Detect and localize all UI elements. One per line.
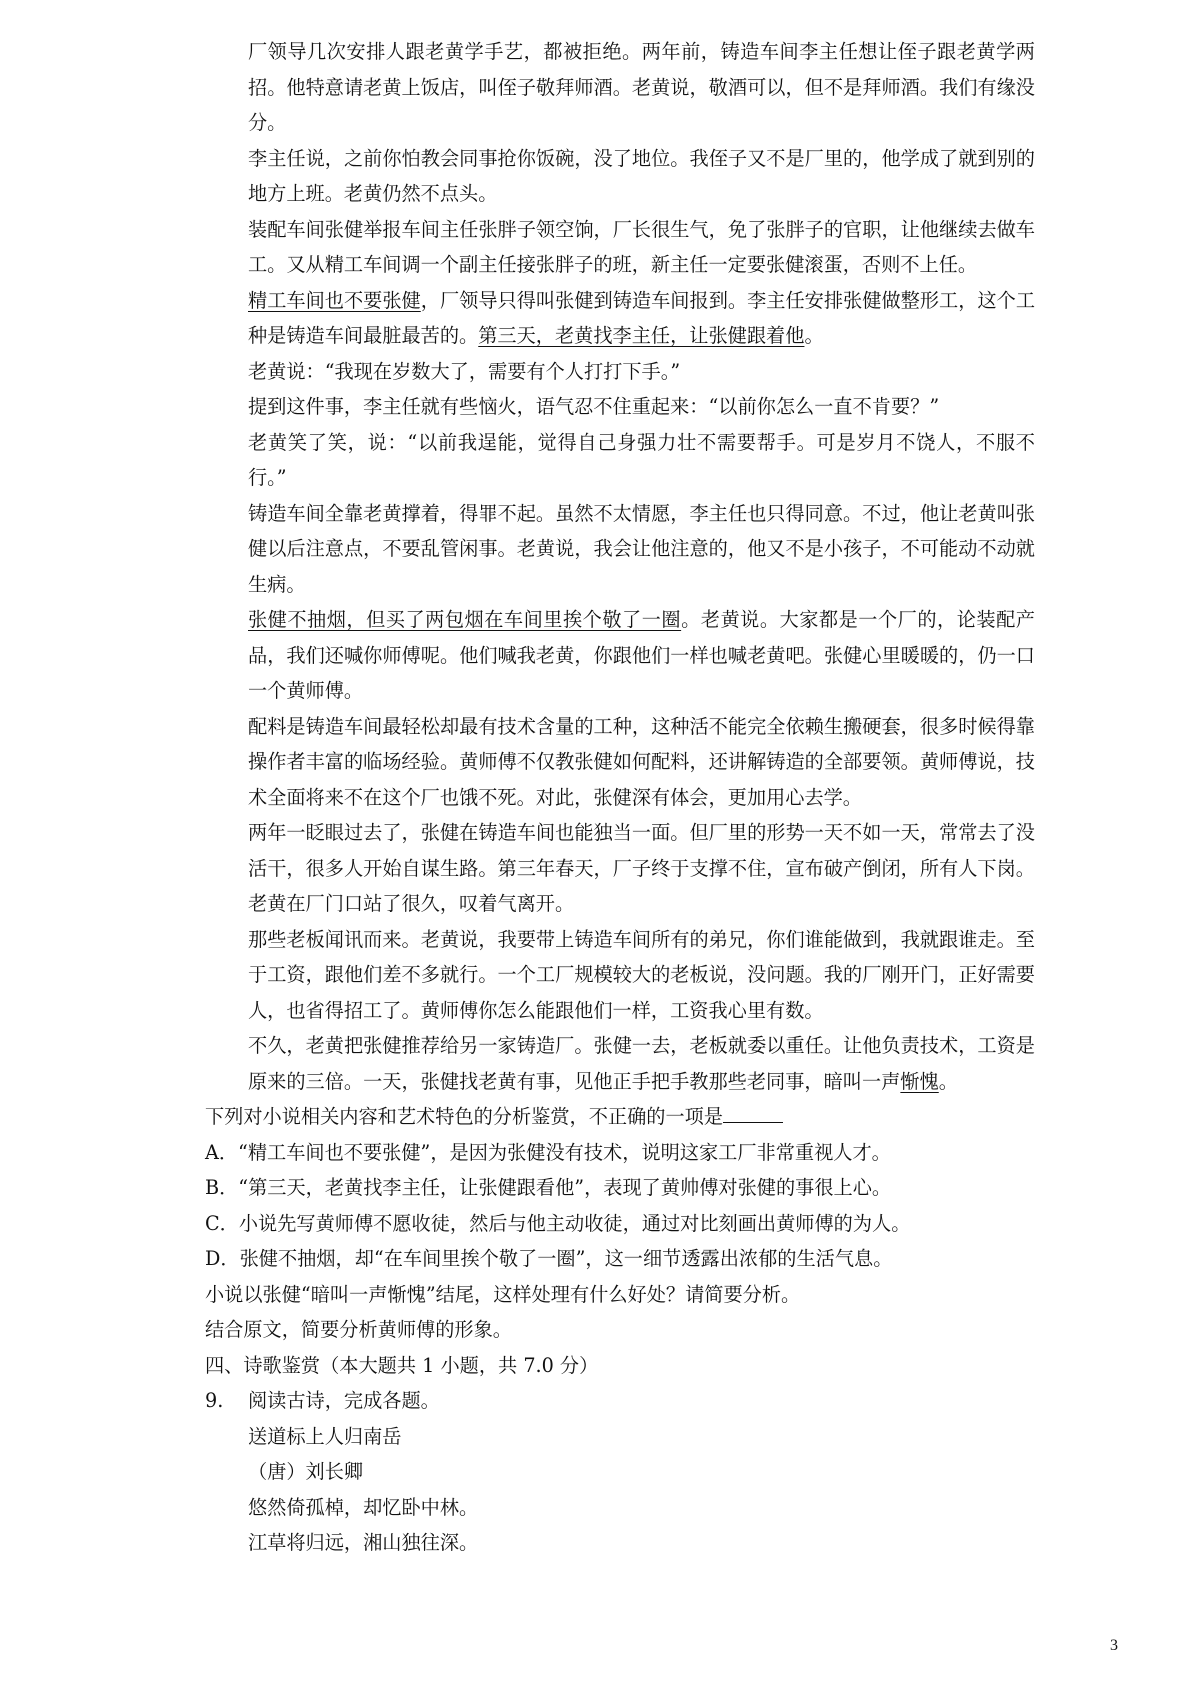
underlined-phrase: 精工车间也不要张健 bbox=[248, 288, 421, 312]
question-stem bbox=[205, 1099, 1035, 1135]
page-body bbox=[205, 34, 1035, 1561]
section-heading: 四、诗歌鉴赏（本大题共 1 小题，共 7.0 分） bbox=[205, 1353, 599, 1377]
paragraph-text: 。老黄说。大家都是一个厂的，论装配产品，我们还喊你师傅呢。他们喊我老黄，你跟他们一样也喊老黄吧。张健心里暖暖的，仍一口一个黄师傅。 bbox=[248, 608, 1035, 702]
story-paragraph: 配料是铸造车间最轻松却最有技术含量的工种，这种活不能完全依赖生搬硬套，很多时候得靠操作者丰富的临场经验。黄师傅不仅教张健如何配料，还讲解铸造的全部要领。黄师傅说，技术全面将来不在这个厂也饿不死。对此，张健深有体会，更加用心去学。 bbox=[248, 714, 1035, 809]
option-c: C．小说先写黄师傅不愿收徒，然后与他主动收徒，通过对比刻画出黄师傅的为人。 bbox=[205, 1211, 911, 1235]
story-paragraph: 老黄说：“我现在岁数大了，需要有个人打打下手。” bbox=[248, 359, 681, 383]
question-text: 下列对小说相关内容和艺术特色的分析鉴赏，不正确的一项是 bbox=[205, 1105, 724, 1128]
story-paragraph bbox=[205, 1028, 1035, 1099]
story-paragraph: 那些老板闻讯而来。老黄说，我要带上铸造车间所有的弟兄，你们谁能做到，我就跟谁走。至于工资，跟他们差不多就行。一个工厂规模较大的老板说，没问题。我的厂刚开门，正好需要人，也省得招工了。黄师傅你怎么能跟他们一样，工资我心里有数。 bbox=[248, 927, 1035, 1022]
story-paragraph: 提到这件事，李主任就有些恼火，语气忍不住重起来：“以前你怎么一直不肯要？” bbox=[248, 395, 940, 418]
answer-blank bbox=[723, 1121, 783, 1123]
story-paragraph: 两年一眨眼过去了，张健在铸造车间也能独当一面。但厂里的形势一天不如一天，常常去了没活干，很多人开始自谋生路。第三年春天，厂子终于支撑不住，宣布破产倒闭，所有人下岗。老黄在厂门口站了很久，叹着气离开。 bbox=[248, 821, 1035, 915]
story-paragraph: 铸造车间全靠老黄撑着，得罪不起。虽然不太情愿，李主任也只得同意。不过，他让老黄叫张健以后注意点，不要乱管闲事。老黄说，我会让他注意的，他又不是小孩子，不可能动不动就生病。 bbox=[248, 501, 1035, 596]
option-b: B．“第三天，老黄找李主任，让张健跟看他”，表现了黄帅傅对张健的事很上心。 bbox=[205, 1176, 892, 1199]
question-short-2: 结合原文，简要分析黄师傅的形象。 bbox=[205, 1318, 512, 1341]
poem-line: 江草将归远，湘山独往深。 bbox=[248, 1531, 479, 1554]
option-a: A．“精工车间也不要张健”，是因为张健没有技术，说明这家工厂非常重视人才。 bbox=[205, 1140, 891, 1164]
underlined-phrase: 张健不抽烟，但买了两包烟在车间里挨个敬了一圈 bbox=[248, 608, 682, 631]
question-9 bbox=[205, 1383, 1035, 1419]
story-paragraph: 厂领导几次安排人跟老黄学手艺，都被拒绝。两年前，铸造车间李主任想让侄子跟老黄学两招。他特意请老黄上饭店，叫侄子敬拜师酒。老黄说，敬酒可以，但不是拜师酒。我们有缘没分。 bbox=[248, 40, 1035, 134]
poem-title: 送道标上人归南岳 bbox=[248, 1424, 402, 1448]
paragraph-text: ，厂领导只得叫张健到铸造车间报到。李主任安排张健做整形工，这个工种是铸造车间最脏最苦的。 bbox=[248, 288, 1036, 347]
story-paragraph bbox=[205, 283, 1035, 354]
option-d: D．张健不抽烟，却“在车间里挨个敬了一圈”，这一细节透露出浓郁的生活气息。 bbox=[205, 1247, 893, 1270]
underlined-phrase: 惭愧 bbox=[900, 1069, 939, 1093]
page-number: 3 bbox=[1110, 1637, 1118, 1654]
paragraph-text: 。 bbox=[938, 1069, 958, 1093]
question-short-1: 小说以张健“暗叫一声惭愧”结尾，这样处理有什么好处？请简要分析。 bbox=[205, 1282, 801, 1306]
poem-line: 悠然倚孤棹，却忆卧中林。 bbox=[248, 1495, 479, 1519]
story-paragraph: 老黄笑了笑，说：“以前我逞能，觉得自己身强力壮不需要帮手。可是岁月不饶人，不服不行。” bbox=[248, 430, 1035, 489]
story-paragraph: 李主任说，之前你怕教会同事抢你饭碗，没了地位。我侄子又不是厂里的，他学成了就到别的地方上班。老黄仍然不点头。 bbox=[248, 146, 1035, 205]
paragraph-text: 。 bbox=[804, 324, 824, 347]
question-number: 9. bbox=[205, 1389, 224, 1412]
poem-author: （唐）刘长卿 bbox=[248, 1460, 364, 1483]
paragraph-text: 不久，老黄把张健推荐给另一家铸造厂。张健一去，老板就委以重任。让他负责技术，工资是原来的三倍。一天，张健找老黄有事，见他正手把手教那些老同事，暗叫一声 bbox=[248, 1034, 1035, 1093]
story-paragraph bbox=[205, 602, 1035, 709]
question-text: 阅读古诗，完成各题。 bbox=[248, 1389, 440, 1412]
underlined-phrase: 第三天，老黄找李主任，让张健跟着他 bbox=[478, 324, 805, 347]
story-paragraph: 装配车间张健举报车间主任张胖子领空饷，厂长很生气，免了张胖子的官职，让他继续去做车工。又从精工车间调一个副主任接张胖子的班，新主任一定要张健滚蛋，否则不上任。 bbox=[248, 217, 1035, 276]
